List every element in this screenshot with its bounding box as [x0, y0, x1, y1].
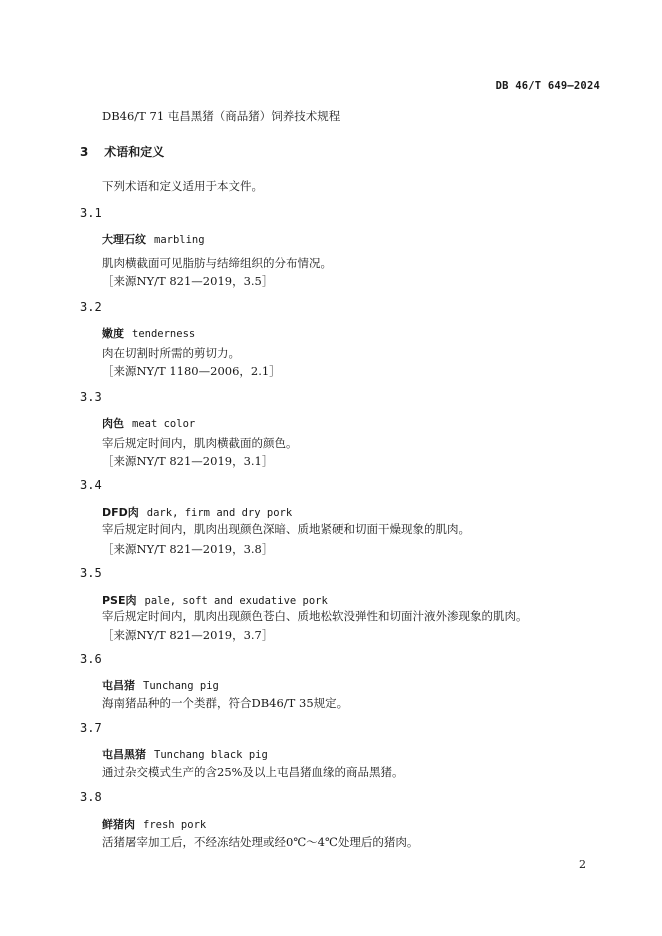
term-definition: 肉在切割时所需的剪切力。	[102, 346, 240, 360]
term-zh: 肉色	[102, 417, 124, 430]
term-number: 3.4	[80, 478, 102, 492]
term-definition: 宰后规定时间内，肌肉出现颜色深暗、质地紧硬和切面干燥现象的肌肉。	[102, 522, 470, 536]
term-zh: 鲜猪肉	[102, 818, 135, 831]
page-number: 2	[579, 858, 586, 871]
term-number: 3.7	[80, 721, 102, 735]
term-source: ［来源NY/T 821—2019，3.7］	[102, 628, 274, 642]
term-source: ［来源NY/T 821—2019，3.8］	[102, 542, 274, 556]
term-en: fresh pork	[143, 819, 207, 831]
section-intro: 下列术语和定义适用于本文件。	[102, 179, 263, 193]
term-title	[102, 231, 205, 247]
term-title	[102, 415, 195, 431]
term-title	[102, 816, 206, 832]
term-definition: 活猪屠宰加工后，不经冻结处理或经0℃～4℃处理后的猪肉。	[102, 835, 419, 849]
section-heading	[80, 143, 164, 160]
term-zh: 嫩度	[102, 327, 124, 340]
term-definition: 通过杂交模式生产的含25%及以上屯昌猪血缘的商品黑猪。	[102, 765, 404, 779]
term-number: 3.2	[80, 300, 102, 314]
term-number: 3.1	[80, 206, 102, 220]
term-en: tenderness	[132, 328, 196, 340]
term-definition: 海南猪品种的一个类群，符合DB46/T 35规定。	[102, 696, 349, 710]
term-definition: 宰后规定时间内，肌肉出现颜色苍白、质地松软没弹性和切面汁液外渗现象的肌肉。	[102, 609, 528, 623]
normative-reference: DB46/T 71 屯昌黑猪（商品猪）饲养技术规程	[102, 109, 341, 123]
term-en: meat color	[132, 418, 196, 430]
term-zh: 屯昌猪	[102, 679, 135, 692]
term-source: ［来源NY/T 821—2019，3.5］	[102, 274, 274, 288]
section-number: 3	[80, 145, 89, 159]
term-zh: PSE肉	[102, 594, 137, 607]
term-zh: DFD肉	[102, 506, 139, 519]
term-en: pale, soft and exudative pork	[144, 595, 328, 607]
term-title	[102, 325, 195, 341]
term-number: 3.3	[80, 390, 102, 404]
term-number: 3.6	[80, 652, 102, 666]
term-en: dark, firm and dry pork	[146, 507, 293, 519]
term-en: Tunchang black pig	[154, 749, 268, 761]
term-en: marbling	[154, 234, 205, 246]
term-title	[102, 592, 328, 608]
term-definition: 肌肉横截面可见脂肪与结缔组织的分布情况。	[102, 256, 332, 270]
term-en: Tunchang pig	[143, 680, 219, 692]
term-zh: 屯昌黑猪	[102, 748, 146, 761]
term-title	[102, 677, 219, 693]
term-definition: 宰后规定时间内，肌肉横截面的颜色。	[102, 436, 298, 450]
term-zh: 大理石纹	[102, 233, 146, 246]
standard-code-header: DB 46/T 649—2024	[495, 80, 600, 92]
term-title	[102, 504, 292, 520]
section-title: 术语和定义	[104, 145, 165, 159]
term-number: 3.5	[80, 566, 102, 580]
term-source: ［来源NY/T 821—2019，3.1］	[102, 454, 274, 468]
term-number: 3.8	[80, 790, 102, 804]
term-title	[102, 746, 268, 762]
term-source: ［来源NY/T 1180—2006，2.1］	[102, 364, 281, 378]
